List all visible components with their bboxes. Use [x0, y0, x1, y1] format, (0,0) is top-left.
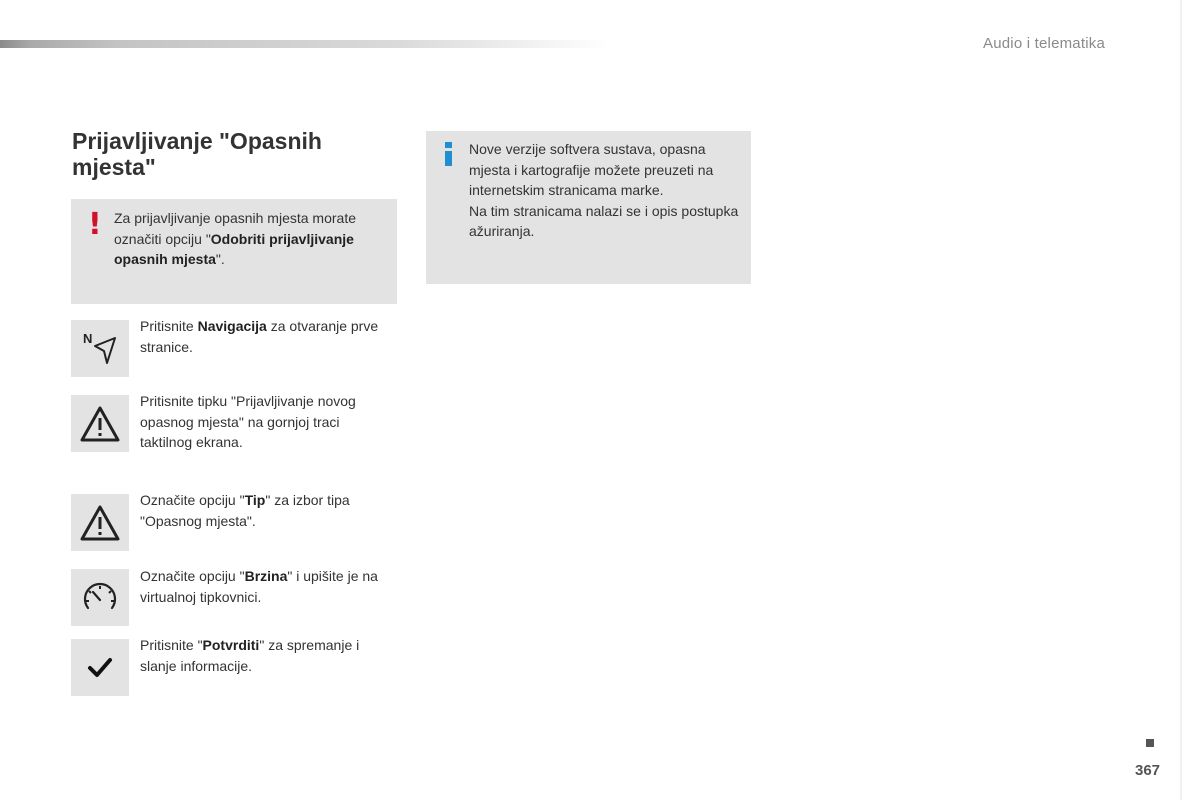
warning-note-text: Za prijavljivanje opasnih mjesta morate označiti opciju "Odobriti prijavljivanje opasnih mjesta". [114, 210, 356, 267]
step-5-text: Pritisnite "Potvrditi" za spremanje i slanje informacije. [140, 637, 360, 674]
navigation-icon [71, 320, 129, 377]
warning-option-name: Odobriti prijavljivanje opasnih mjesta [114, 230, 354, 267]
speedometer-icon [71, 569, 129, 626]
info-note-text: Nove verzije softvera sustava, opasna mjesta i kartografije možete preuzeti na internetskim stranicama marke. Na tim stranicama nalazi se i opis postupka ažuriranja. [469, 141, 739, 239]
step-4-text: Označite opciju "Brzina" i upišite je na virtualnoj tipkovnici. [140, 568, 378, 605]
warning-note [71, 199, 397, 304]
info-note [426, 131, 751, 284]
checkmark-icon [71, 639, 129, 696]
section-title: Audio i telematika [983, 35, 1105, 52]
step-2-text: Pritisnite tipku "Prijavljivanje novog opasnog mjesta" na gornjoj traci taktilnog ekrana. [140, 393, 356, 450]
warning-triangle-icon [71, 494, 129, 551]
right-edge-strip [1180, 0, 1182, 800]
exclamation-icon: ! [88, 207, 102, 242]
step-3-text: Označite opciju "Tip" za izbor tipa "Opasnog mjesta". [140, 492, 350, 529]
svg-text:N: N [83, 330, 93, 346]
step-1-text: Pritisnite Navigacija za otvaranje prve stranice. [140, 318, 379, 355]
page-marker [1146, 739, 1154, 747]
info-icon [443, 142, 453, 166]
header-gradient-bar [0, 40, 610, 48]
warning-triangle-icon [71, 395, 129, 452]
page-heading: Prijavljivanje "Opasnih mjesta" [72, 128, 322, 180]
page-number: 367 [1135, 762, 1161, 779]
